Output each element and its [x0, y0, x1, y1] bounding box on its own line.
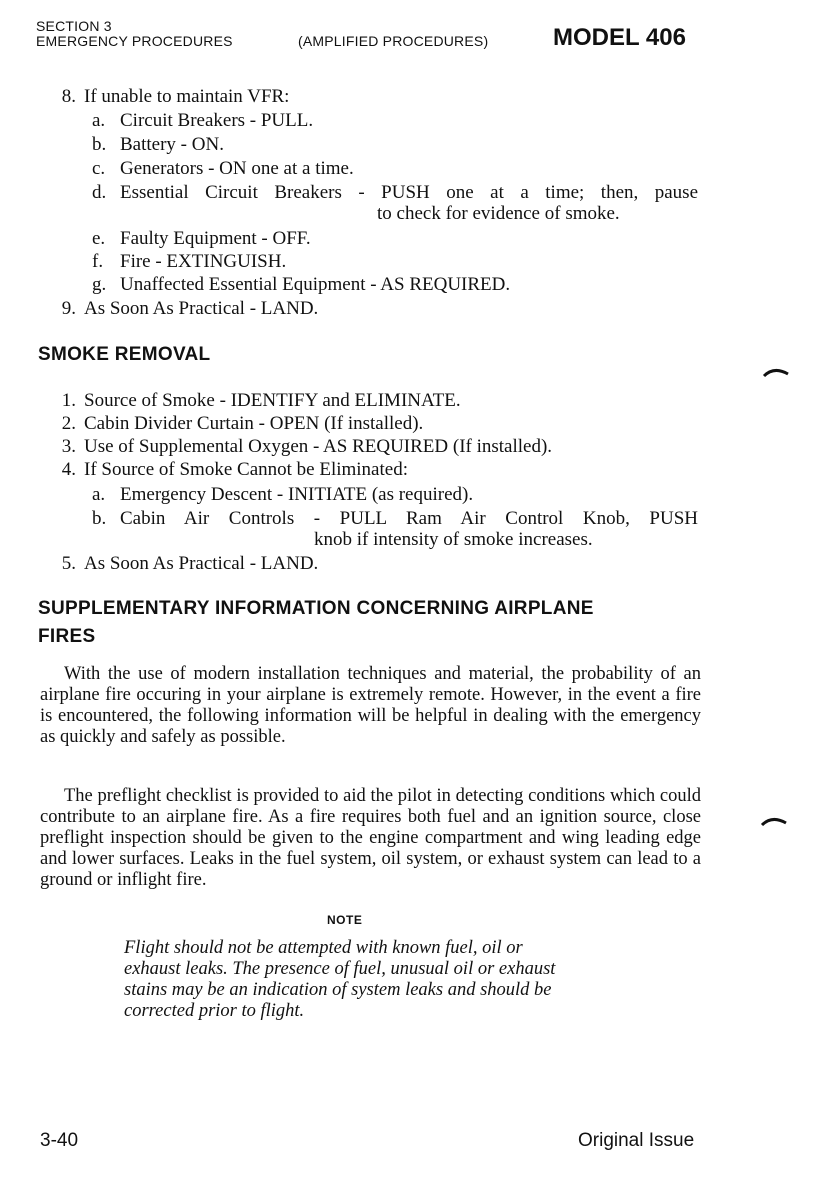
substep-text: Cabin Air Controls - PULL Ram Air Control Knob, PUSH [120, 508, 698, 529]
smoke-removal-heading: SMOKE REMOVAL [38, 344, 211, 365]
step-number: 1. [61, 390, 76, 411]
chapter-label: EMERGENCY PROCEDURES [36, 33, 233, 49]
substep-letter: b. [92, 508, 107, 529]
step-text: If unable to maintain VFR: [84, 86, 290, 107]
note-text: Flight should not be attempted with known fuel, oil or exhaust leaks. The presence of fuel, unusual oil or exhaust stains may be an indication of system leaks and should be corrected prior to flight. [124, 938, 556, 1021]
subtitle-label: (AMPLIFIED PROCEDURES) [298, 33, 489, 49]
section-label: SECTION 3 [36, 18, 112, 34]
substep-letter: e. [92, 228, 106, 249]
step-number: 9. [61, 298, 76, 319]
margin-tab-mark-icon [760, 813, 788, 829]
substep-text: Circuit Breakers - PULL. [120, 110, 314, 131]
substep-letter: b. [92, 134, 107, 155]
paragraph-text: The preflight checklist is provided to aid the pilot in detecting conditions which could contribute to an airplane fire. As a fire requires both fuel and an ignition source, close preflight inspection should be given to the engine compartment and wing leading edge and lower surfaces. Leaks in the fuel system, oil system, or exhaust system can lead to a ground or inflight fire. [40, 786, 701, 890]
model-title: MODEL 406 [553, 24, 686, 51]
step-text: If Source of Smoke Cannot be Eliminated: [84, 459, 408, 480]
step-number: 4. [61, 459, 76, 480]
substep-text: Fire - EXTINGUISH. [120, 251, 287, 272]
margin-tab-mark-icon [762, 364, 790, 380]
substep-letter: c. [92, 158, 106, 179]
substep-letter: g. [92, 274, 107, 295]
step-text: As Soon As Practical - LAND. [84, 298, 319, 319]
substep-letter: a. [92, 484, 106, 505]
substep-text: Battery - ON. [120, 134, 224, 155]
step-text: As Soon As Practical - LAND. [84, 553, 319, 574]
supplementary-paragraph-2 [40, 786, 701, 891]
supplementary-paragraph-1 [40, 664, 701, 748]
step-text: Source of Smoke - IDENTIFY and ELIMINATE. [84, 390, 461, 411]
note-label: NOTE [327, 913, 363, 927]
page-number: 3-40 [40, 1130, 79, 1151]
substep-continuation: knob if intensity of smoke increases. [314, 529, 593, 550]
substep-text: Unaffected Essential Equipment - AS REQUIRED. [120, 274, 511, 295]
substep-text: Essential Circuit Breakers - PUSH one at a time; then, pause [120, 182, 698, 203]
supplementary-heading-line1: SUPPLEMENTARY INFORMATION CONCERNING AIRPLANE [38, 598, 594, 619]
substep-letter: f. [92, 251, 104, 272]
step-number: 5. [61, 553, 76, 574]
substep-text: Faulty Equipment - OFF. [120, 228, 311, 249]
step-number: 8. [61, 86, 76, 107]
issue-label: Original Issue [578, 1130, 695, 1151]
step-number: 3. [61, 436, 76, 457]
substep-letter: a. [92, 110, 106, 131]
substep-text: Generators - ON one at a time. [120, 158, 354, 179]
substep-text: Emergency Descent - INITIATE (as required). [120, 484, 474, 505]
step-text: Use of Supplemental Oxygen - AS REQUIRED (If installed). [84, 436, 553, 457]
step-text: Cabin Divider Curtain - OPEN (If installed). [84, 413, 424, 434]
supplementary-heading-line2: FIRES [38, 626, 96, 647]
step-number: 2. [61, 413, 76, 434]
substep-continuation: to check for evidence of smoke. [377, 203, 620, 224]
substep-letter: d. [92, 182, 107, 203]
paragraph-text: With the use of modern installation techniques and material, the probability of an airplane fire occuring in your airplane is extremely remote. However, in the event a fire is encountered, the following information will be helpful in dealing with the emergency as quickly and safely as possible. [40, 664, 701, 747]
